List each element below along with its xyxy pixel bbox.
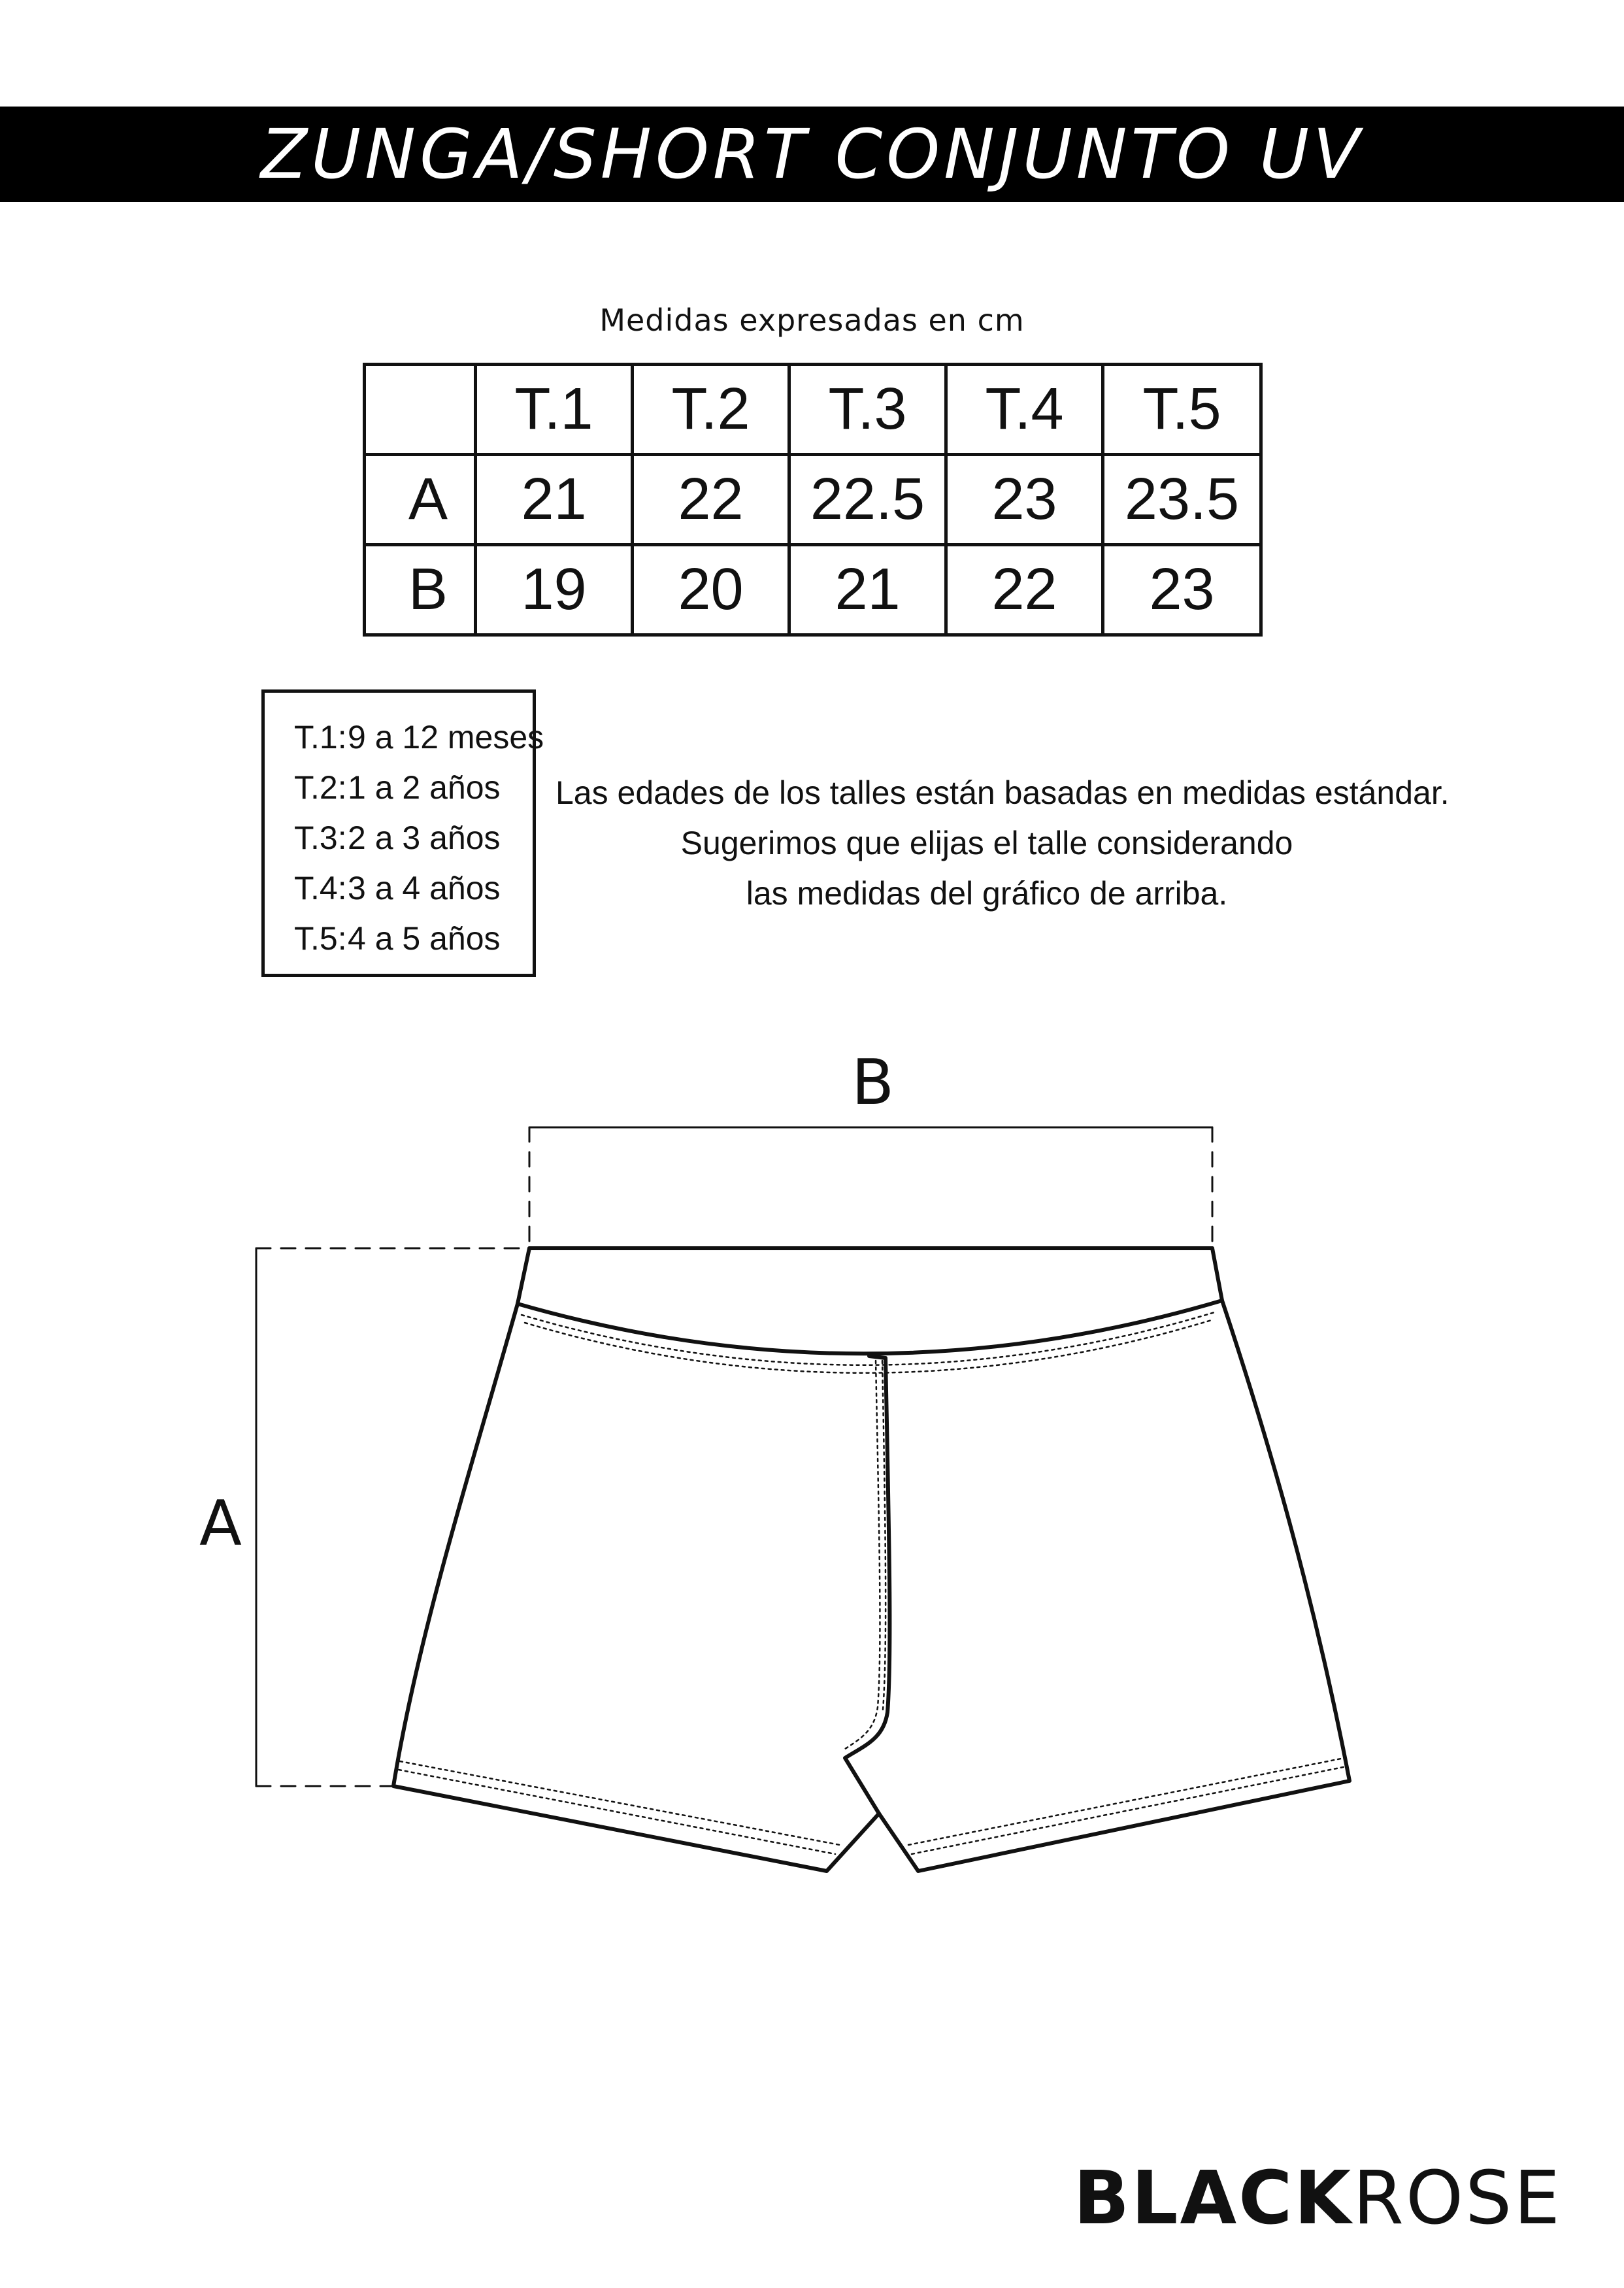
brand-logo	[1073, 2156, 1562, 2241]
brand-part2: ROSE	[1353, 2156, 1562, 2241]
stitching	[399, 1312, 1346, 1854]
table-header-cell: T.2	[633, 365, 789, 455]
note-line: Las edades de los talles están basadas en medidas estándar.	[555, 774, 1450, 811]
row-label: B	[365, 545, 476, 635]
age-range: 9 a 12 meses	[348, 719, 544, 755]
table-cell: 23.5	[1103, 455, 1261, 545]
age-range: 2 a 3 años	[348, 820, 501, 856]
table-header-cell: T.5	[1103, 365, 1261, 455]
shorts-outline	[393, 1248, 1350, 1871]
note-line: las medidas del gráfico de arriba.	[746, 875, 1228, 912]
table-cell: 21	[476, 455, 633, 545]
table-cell: 20	[633, 545, 789, 635]
table-cell: 21	[789, 545, 946, 635]
table-header-cell: T.3	[789, 365, 946, 455]
age-range: 3 a 4 años	[348, 870, 501, 906]
height-dimension-label: A	[199, 1488, 242, 1560]
table-cell: 22	[946, 545, 1103, 635]
height-dimension-line	[256, 1248, 529, 1786]
table-cell: 23	[946, 455, 1103, 545]
width-dimension-line	[529, 1127, 1212, 1248]
table-cell: 22	[633, 455, 789, 545]
page-title: ZUNGA/SHORT CONJUNTO UV	[260, 114, 1364, 194]
table-cell: 23	[1103, 545, 1261, 635]
age-code: T.3:	[294, 820, 347, 856]
row-label: A	[365, 455, 476, 545]
table-header-cell: T.4	[946, 365, 1103, 455]
age-range: 4 a 5 años	[348, 920, 501, 957]
brand-part1: BLACK	[1073, 2156, 1353, 2241]
units-caption: Medidas expresadas en cm	[599, 303, 1025, 338]
age-range: 1 a 2 años	[348, 769, 501, 806]
table-cell: 19	[476, 545, 633, 635]
table-header-cell: T.1	[476, 365, 633, 455]
table-cell: 22.5	[789, 455, 946, 545]
width-dimension-label: B	[852, 1047, 895, 1119]
age-code: T.1:	[294, 719, 347, 755]
age-code: T.2:	[294, 769, 347, 806]
note-line: Sugerimos que elijas el talle considerando	[680, 825, 1293, 861]
age-code: T.5:	[294, 920, 347, 957]
age-code: T.4:	[294, 870, 347, 906]
